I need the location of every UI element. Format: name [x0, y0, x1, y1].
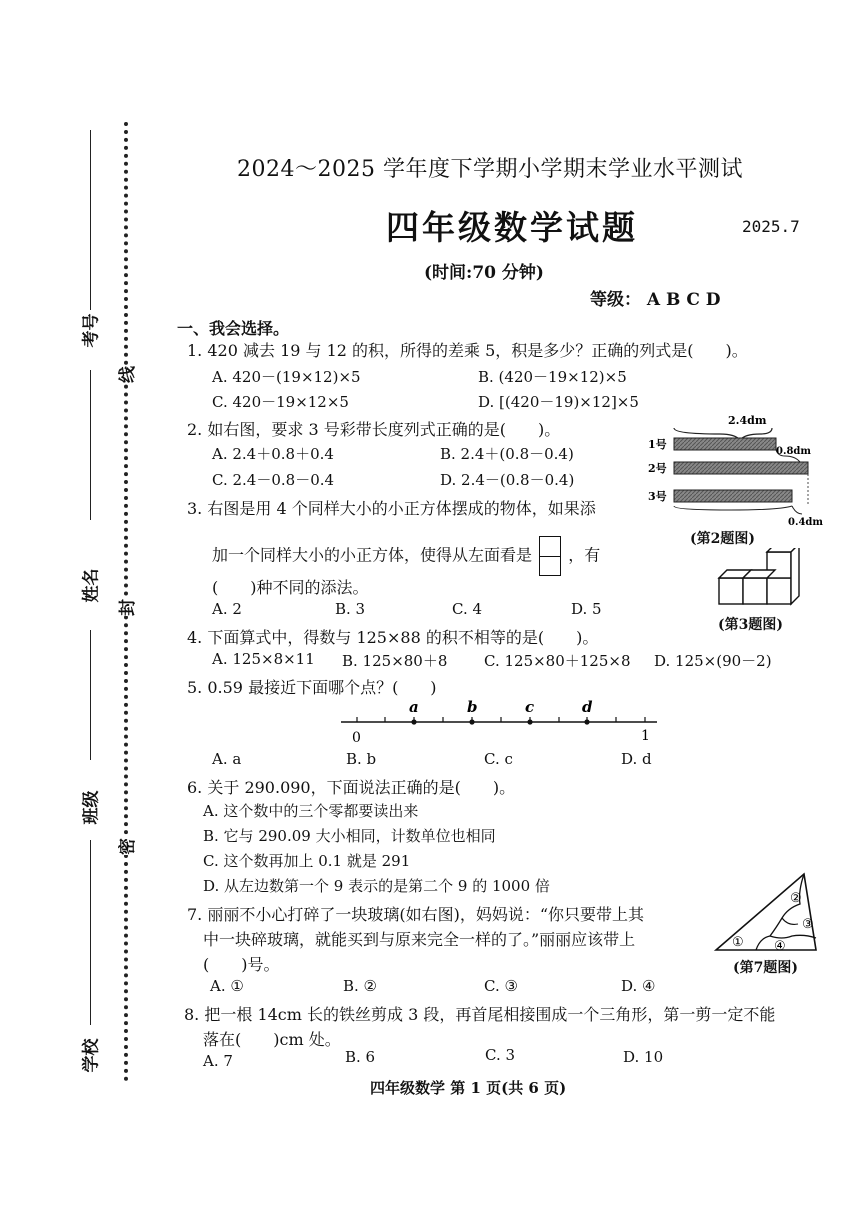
q7-glass-figure — [712, 868, 822, 954]
binding-margin — [0, 0, 150, 1215]
q2-dim-2: 0.8dm — [776, 446, 811, 457]
q3-stem-line1: 3. 右图是用 4 个同样大小的小正方体摆成的物体，如果添 — [187, 499, 596, 518]
q3-option-a: A. 2 — [212, 600, 242, 618]
q2-option-c: C. 2.4－0.8－0.4 — [212, 471, 335, 489]
exam-title: 2024～2025 学年度下学期小学期末学业水平测试 — [237, 157, 743, 182]
q5-number-line — [335, 696, 665, 746]
q2-ribbon-figure — [640, 410, 825, 540]
subject-title: 四年级数学试题 — [386, 208, 638, 247]
exam-date: 2025.7 — [742, 217, 800, 236]
q3-cube-figure — [715, 548, 805, 610]
section-title: 一、我会选择。 — [177, 319, 290, 338]
q7-piece-2: ② — [790, 891, 802, 906]
exam-time: (时间:70 分钟) — [424, 263, 544, 283]
exam-number-label: 考号 — [81, 313, 102, 348]
q6-option-c: C. 这个数再加上 0.1 就是 291 — [203, 852, 411, 870]
q3-option-d: D. 5 — [571, 600, 602, 618]
q3-stem-line2b: ，有 — [568, 545, 601, 565]
name-label: 姓名 — [81, 568, 102, 603]
q4-option-d: D. 125×(90－2) — [654, 652, 772, 670]
exam-number-line — [90, 130, 91, 310]
q5-end-label: 1 — [641, 728, 650, 744]
seal-char-line: 线 — [111, 366, 140, 383]
q2-option-a: A. 2.4＋0.8＋0.4 — [212, 445, 334, 463]
q3-stem-line2 — [212, 536, 600, 576]
q2-label-3: 3号 — [648, 490, 667, 503]
grade-box: 等级： A B C D — [590, 290, 721, 310]
q1-option-c: C. 420－19×12×5 — [212, 393, 349, 411]
q3-stem-line3: ( )种不同的添法。 — [212, 578, 369, 597]
q8-stem-line1: 8. 把一根 14cm 长的铁丝剪成 3 段，再首尾相接围成一个三角形，第一剪一定不能 — [184, 1005, 776, 1024]
q5-point-c: c — [525, 698, 535, 716]
q6-stem: 6. 关于 290.090，下面说法正确的是( )。 — [187, 778, 516, 797]
q7-piece-4: ④ — [774, 939, 786, 954]
q3-option-c: C. 4 — [452, 600, 483, 618]
q5-option-c: C. c — [484, 750, 513, 768]
q2-option-d: D. 2.4－(0.8－0.4) — [440, 471, 575, 489]
q5-stem: 5. 0.59 最接近下面哪个点？( ) — [187, 678, 437, 697]
page-footer: 四年级数学 第 1 页(共 6 页) — [370, 1079, 567, 1097]
q5-option-d: D. d — [621, 750, 652, 768]
q5-point-d: d — [582, 698, 593, 716]
class-line — [90, 630, 91, 760]
q5-point-a: a — [409, 698, 419, 716]
q5-start-label: 0 — [352, 730, 361, 746]
q7-stem-line3: ( )号。 — [203, 955, 280, 974]
q3-stem-line2a: 加一个同样大小的小正方体，使得从左面看是 — [212, 545, 533, 565]
q2-option-b: B. 2.4＋(0.8－0.4) — [440, 445, 574, 463]
q3-caption: (第3题图) — [718, 617, 783, 633]
q4-option-b: B. 125×80＋8 — [342, 652, 448, 670]
q7-option-b: B. ② — [343, 977, 378, 995]
q5-option-b: B. b — [346, 750, 377, 768]
q7-option-a: A. ① — [210, 977, 244, 995]
q7-option-d: D. ④ — [621, 977, 656, 995]
q6-option-d: D. 从左边数第一个 9 表示的是第二个 9 的 1000 倍 — [203, 877, 550, 895]
q1-stem: 1. 420 减去 19 与 12 的积，所得的差乘 5，积是多少？正确的列式是( )。 — [187, 341, 748, 360]
q8-option-a: A. 7 — [203, 1052, 233, 1070]
q8-option-c: C. 3 — [485, 1046, 516, 1064]
q7-piece-3: ③ — [802, 917, 814, 932]
name-line — [90, 370, 91, 520]
seal-char-secret: 密 — [111, 838, 140, 855]
q7-stem-line2: 中一块碎玻璃，就能买到与原来完全一样的了。”丽丽应该带上 — [203, 930, 636, 949]
q3-option-b: B. 3 — [335, 600, 366, 618]
q7-option-c: C. ③ — [484, 977, 518, 995]
q1-option-d: D. [(420－19)×12]×5 — [478, 393, 639, 411]
seal-char-seal: 封 — [111, 599, 140, 616]
q2-top-dim: 2.4dm — [728, 414, 767, 427]
q7-caption: (第7题图) — [733, 960, 798, 976]
q3-left-view-icon — [539, 536, 561, 576]
q1-option-b: B. (420－19×12)×5 — [478, 368, 627, 386]
school-line — [90, 840, 91, 1025]
q2-dim-3: 0.4dm — [788, 517, 823, 528]
class-label: 班级 — [81, 790, 102, 825]
q4-option-c: C. 125×80＋125×8 — [484, 652, 631, 670]
q7-stem-line1: 7. 丽丽不小心打碎了一块玻璃(如右图)，妈妈说：“你只要带上其 — [187, 905, 645, 924]
q8-option-d: D. 10 — [623, 1048, 664, 1066]
q2-caption: (第2题图) — [690, 531, 755, 547]
q6-option-b: B. 它与 290.09 大小相同，计数单位也相同 — [203, 827, 496, 845]
q5-point-b: b — [467, 698, 478, 716]
q1-option-a: A. 420－(19×12)×5 — [212, 368, 361, 386]
school-label: 学校 — [81, 1038, 102, 1073]
q2-label-1: 1号 — [648, 438, 667, 451]
q2-label-2: 2号 — [648, 462, 667, 475]
q8-stem-line2: 落在( )cm 处。 — [203, 1030, 341, 1049]
q8-option-b: B. 6 — [345, 1048, 376, 1066]
q6-option-a: A. 这个数中的三个零都要读出来 — [203, 802, 419, 820]
q4-option-a: A. 125×8×11 — [212, 650, 315, 668]
q4-stem: 4. 下面算式中，得数与 125×88 的积不相等的是( )。 — [187, 628, 599, 647]
q2-stem: 2. 如右图，要求 3 号彩带长度列式正确的是( )。 — [187, 420, 561, 439]
q7-piece-1: ① — [732, 935, 744, 950]
q5-option-a: A. a — [212, 750, 242, 768]
